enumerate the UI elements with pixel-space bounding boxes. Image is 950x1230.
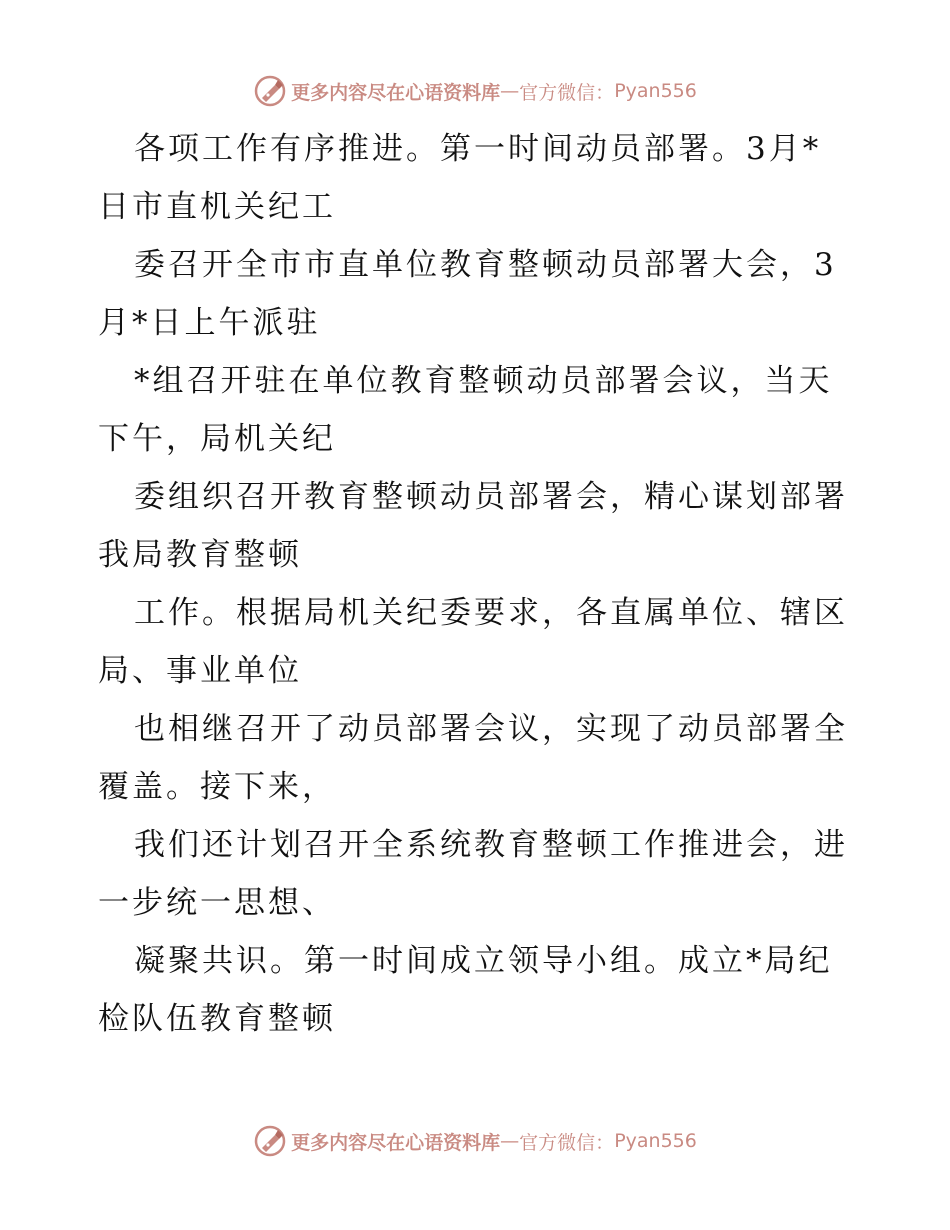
watermark-separator: — bbox=[500, 80, 520, 102]
body-line: 我局教育整顿 bbox=[98, 537, 302, 573]
watermark-title: 更多内容尽在心语资料库 bbox=[291, 1131, 501, 1154]
watermark-subtitle: 官方微信： bbox=[519, 81, 615, 104]
body-line: 覆盖。接下来， bbox=[98, 769, 336, 805]
document-body bbox=[98, 120, 858, 1048]
body-line: 凝聚共识。第一时间成立领导小组。成立*局纪 bbox=[134, 943, 833, 979]
pen-nib-logo-icon bbox=[253, 74, 287, 108]
body-line: 下午，局机关纪 bbox=[98, 421, 336, 457]
body-line: *组召开驻在单位教育整顿动员部署会议，当天 bbox=[134, 363, 833, 399]
body-line: 委组织召开教育整顿动员部署会，精心谋划部署 bbox=[134, 479, 848, 515]
pen-nib-logo-icon bbox=[253, 1124, 287, 1158]
watermark-wechat-id: Pyan556 bbox=[614, 1130, 697, 1152]
body-line: 工作。根据局机关纪委要求，各直属单位、辖区 bbox=[134, 595, 848, 631]
footer-watermark bbox=[0, 1121, 950, 1161]
body-line: 我们还计划召开全系统教育整顿工作推进会，进 bbox=[134, 827, 848, 863]
watermark-subtitle: 官方微信： bbox=[519, 1131, 615, 1154]
header-watermark bbox=[0, 71, 950, 111]
body-line: 局、事业单位 bbox=[98, 653, 302, 689]
watermark-wechat-id: Pyan556 bbox=[614, 80, 697, 102]
body-line: 委召开全市市直单位教育整顿动员部署大会，3 bbox=[134, 247, 837, 283]
body-line: 检队伍教育整顿 bbox=[98, 1001, 336, 1037]
body-line: 一步统一思想、 bbox=[98, 885, 336, 921]
body-line: 月*日上午派驻 bbox=[98, 305, 321, 341]
body-line: 日市直机关纪工 bbox=[98, 189, 336, 225]
watermark-separator: — bbox=[500, 1130, 520, 1152]
body-line: 也相继召开了动员部署会议，实现了动员部署全 bbox=[134, 711, 848, 747]
watermark-title: 更多内容尽在心语资料库 bbox=[291, 81, 501, 104]
body-line: 各项工作有序推进。第一时间动员部署。3月* bbox=[134, 131, 822, 167]
